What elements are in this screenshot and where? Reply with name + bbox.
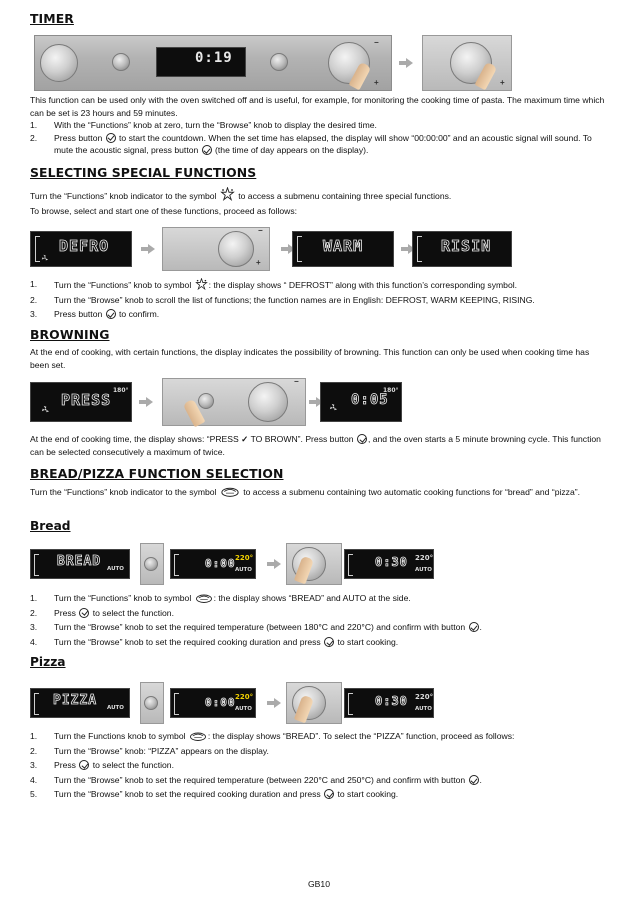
special-figure — [30, 227, 512, 271]
bread-steps — [30, 592, 610, 648]
plus-sign: + — [500, 78, 505, 87]
display-text: DEFRO — [59, 237, 110, 255]
list-item: 2. Press to select the function. — [30, 607, 174, 618]
list-item: 3. Press to select the function. — [30, 760, 174, 771]
small-knob — [198, 393, 214, 409]
display-press: 180° PRESS — [30, 382, 132, 422]
display-rising — [412, 231, 512, 267]
ok-button-icon — [324, 637, 334, 647]
ok-button-icon — [79, 608, 89, 618]
small-knob-right — [270, 53, 288, 71]
special-functions-icon — [220, 187, 235, 202]
ok-button-icon — [106, 309, 116, 319]
display-pizza-time: 0:30 220° AUTO — [344, 688, 434, 718]
display-bread-temp: 0:00 220° AUTO — [170, 549, 256, 579]
arrow-icon — [148, 244, 155, 254]
ok-button-icon — [469, 775, 479, 785]
minus-sign: − — [258, 226, 263, 235]
page-number: GB10 — [308, 879, 330, 889]
display-time: 0:00 — [205, 696, 236, 709]
functions-knob — [144, 557, 158, 571]
display-pizza-temp: 0:00 220° AUTO — [170, 688, 256, 718]
list-item: 2. Turn the “Browse” knob: “PIZZA” appears on the display. — [30, 745, 269, 756]
arrow-icon — [146, 397, 153, 407]
special-steps — [30, 278, 610, 321]
timer-steps — [30, 119, 610, 157]
display-pizza: PIZZA AUTO — [30, 688, 130, 718]
pizza-steps — [30, 730, 610, 801]
timer-display-time: 0:19 — [195, 50, 233, 66]
ok-button-icon — [79, 760, 89, 770]
list-item: 1. With the “Functions” knob at zero, turn the “Browse” knob to display the desired time. — [30, 120, 377, 130]
breadpizza-intro: Turn the “Functions” knob indicator to the symbol to access a submenu containing two automatic cooking functions for “bread” and “pizza”. — [30, 487, 580, 497]
display-text: RISIN — [441, 237, 492, 255]
list-item: 2. Press button to start the countdown. When the set time has elapsed, the display will show “00:00:00” and an acoustic signal will sound. To mute the acoustic signal, press button (the time of day appears on the display). — [30, 132, 592, 156]
list-item: 4. Turn the “Browse” knob to set the required temperature (between 220°C and 250°C) and confirm with button . — [30, 774, 482, 785]
arrow-icon — [274, 698, 281, 708]
display-bread: BREAD AUTO — [30, 549, 130, 579]
display-time: 0:00 — [205, 557, 236, 570]
display-browning-time: 180° 0:05 — [320, 382, 402, 422]
special-functions-icon — [195, 278, 208, 291]
display-time: 0:30 — [375, 694, 408, 708]
check-mark-icon: ✓ — [241, 434, 249, 444]
list-item: 1. Turn the “Functions” knob to symbol : the display shows “BREAD” and AUTO at the side. — [30, 593, 411, 603]
functions-knob — [40, 44, 78, 82]
arrow-icon — [406, 58, 413, 68]
display-bread-time: 0:30 220° AUTO — [344, 549, 434, 579]
timer-intro: This function can be used only with the oven switched off and is useful, for example, for monitoring the cooking time of pasta. The maximum time which can be set is 23 hours and 59 minutes. — [30, 95, 605, 118]
browse-knob — [248, 382, 288, 422]
display-time: 0:05 — [351, 392, 389, 408]
list-item: 4. Turn the “Browse” knob to set the required cooking duration and press to start cooking. — [30, 636, 399, 647]
plus-sign: + — [256, 258, 261, 267]
list-item: 3. Press button to confirm. — [30, 309, 160, 320]
pizza-heading: Pizza — [30, 655, 66, 669]
display-text: PIZZA — [53, 693, 98, 708]
plus-sign: + — [374, 78, 379, 87]
display-text: PRESS — [61, 391, 112, 409]
small-knob-left — [112, 53, 130, 71]
browning-icon — [41, 405, 50, 414]
display-text: BREAD — [57, 554, 102, 569]
timer-figure — [34, 35, 512, 91]
display-text: WARM — [323, 237, 364, 255]
browning-figure — [30, 378, 402, 426]
timer-display — [156, 47, 246, 77]
browning-after: At the end of cooking time, the display shows: “PRESS ✓ TO BROWN”. Press button , and the oven starts a 5 minute browning cycle. This function can be selected consecutively a maximum of twice. — [30, 434, 601, 457]
browning-icon — [329, 403, 338, 412]
ok-button-icon — [202, 145, 212, 155]
ok-button-icon — [106, 133, 116, 143]
arrow-icon — [274, 559, 281, 569]
bread-pizza-icon — [195, 592, 213, 604]
list-item: 5. Turn the “Browse” knob to set the required cooking duration and press to start cooking. — [30, 789, 399, 800]
minus-sign: − — [294, 377, 299, 386]
list-item: 1. Turn the Functions knob to symbol : the display shows “BREAD”. To select the “PIZZA” function, proceed as follows: — [30, 731, 515, 741]
functions-knob — [144, 696, 158, 710]
special-intro-2: To browse, select and start one of these functions, proceed as follows: — [30, 206, 298, 216]
bread-pizza-icon — [189, 730, 207, 742]
list-item: 2. Turn the “Browse” knob to scroll the list of functions; the function names are in English: DEFROST, WARM KEEPING, RISING. — [30, 294, 535, 305]
defrost-icon — [41, 254, 49, 262]
special-intro-1: Turn the “Functions” knob indicator to the symbol to access a submenu containing three special functions. — [30, 187, 610, 203]
browse-knob — [218, 231, 254, 267]
list-item: 1. Turn the “Functions” knob to symbol : the display shows “ DEFROST” along with this function’s corresponding symbol. — [30, 279, 518, 290]
display-defrost — [30, 231, 132, 267]
pizza-figure — [30, 682, 434, 724]
browning-heading: BROWNING — [30, 327, 110, 342]
breadpizza-heading: BREAD/PIZZA FUNCTION SELECTION — [30, 466, 284, 481]
bread-pizza-icon — [220, 485, 240, 498]
display-warm — [292, 231, 394, 267]
list-item: 3. Turn the “Browse” knob to set the required temperature (between 180°C and 220°C) and confirm with button . — [30, 622, 482, 633]
bread-figure — [30, 543, 434, 585]
minus-sign: − — [374, 38, 379, 47]
ok-button-icon — [469, 622, 479, 632]
ok-button-icon — [357, 434, 367, 444]
browning-intro: At the end of cooking, with certain functions, the display indicates the possibility of browning. This function can only be used when cooking time has been set. — [30, 347, 590, 370]
timer-heading: TIMER — [30, 11, 74, 26]
display-time: 0:30 — [375, 555, 408, 569]
ok-button-icon — [324, 789, 334, 799]
special-heading: SELECTING SPECIAL FUNCTIONS — [30, 165, 257, 180]
bread-heading: Bread — [30, 519, 71, 533]
